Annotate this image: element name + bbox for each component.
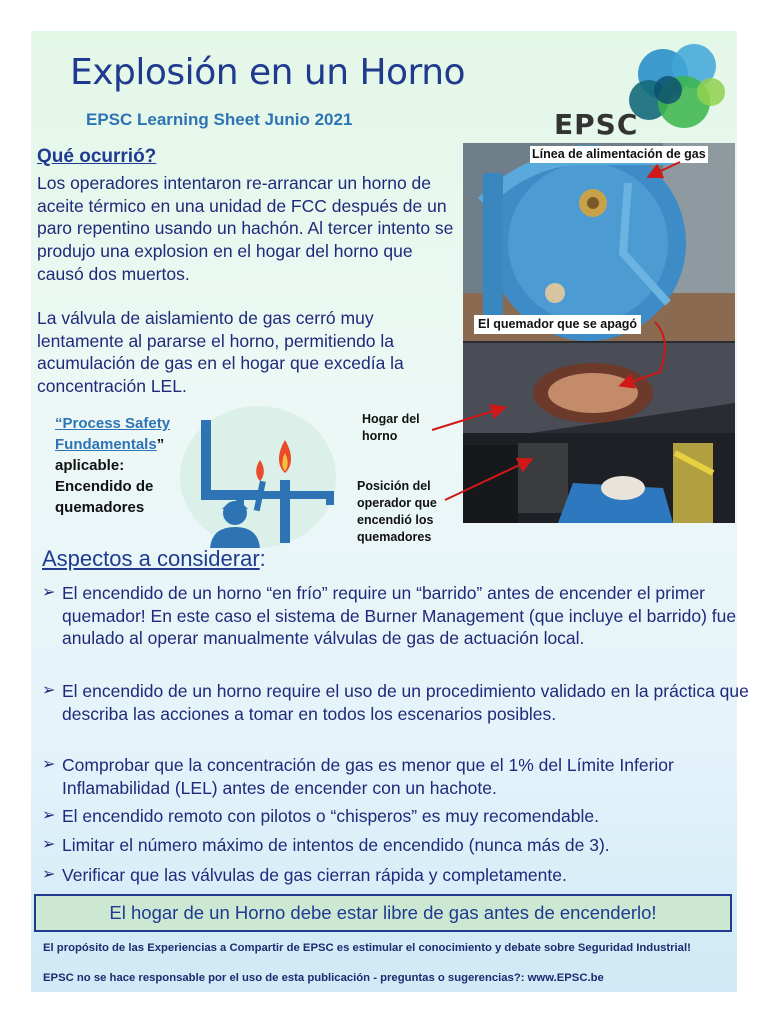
page-title: Explosión en un Horno bbox=[70, 52, 466, 93]
psf-note bbox=[55, 413, 195, 518]
logo-text: EPSC bbox=[554, 108, 639, 141]
caption-hogar: Hogar del horno bbox=[362, 412, 420, 443]
burner-lighting-icon bbox=[178, 405, 338, 548]
arrow-bullet-icon: ➢ bbox=[42, 584, 56, 601]
aspect-text: El encendido de un horno “en frío” require un “barrido” antes de encender el primer quemador! En este caso el sistema de Burner Management (que incluye el barrido) fue anulado al operar manualmente válvulas de gas de actuación local. bbox=[62, 583, 737, 648]
caption-gas-line: Línea de alimentación de gas bbox=[532, 147, 706, 161]
aspects-heading-colon: : bbox=[259, 546, 266, 571]
aspect-text: Limitar el número máximo de intentos de encendido (nunca más de 3). bbox=[62, 835, 610, 855]
what-heading: Qué ocurrió? bbox=[37, 146, 157, 167]
aspects-heading bbox=[42, 546, 266, 572]
what-paragraph-1: Los operadores intentaron re-arrancar un horno de aceite térmico en una unidad de FCC después de un paro repentino usando un hachón. Al tercer intento se produjo una explosion en el hogar del horno que causó dos muertos. bbox=[37, 173, 454, 284]
caption-burner: El quemador que se apagó bbox=[474, 315, 641, 334]
arrow-bullet-icon: ➢ bbox=[42, 682, 56, 699]
footer-disclaimer: EPSC no se hace responsable por el uso de esta publicación - preguntas o sugerencias?: www.EPSC.be bbox=[43, 972, 604, 984]
psf-link[interactable]: “Process Safety Fundamentals bbox=[55, 415, 171, 453]
aspect-item bbox=[42, 834, 752, 857]
footer-purpose: El propósito de las Experiencias a Compartir de EPSC es estimular el conocimiento y debate sobre Seguridad Industrial! bbox=[43, 942, 691, 954]
aspect-text: Comprobar que la concentración de gas es menor que el 1% del Límite Inferior Inflamabilidad (LEL) antes de encender con un hachote. bbox=[62, 755, 674, 798]
arrow-bullet-icon: ➢ bbox=[42, 866, 56, 883]
arrow-bullet-icon: ➢ bbox=[42, 807, 56, 824]
psf-text: aplicable: Encendido de quemadores bbox=[55, 457, 154, 516]
aspect-item bbox=[42, 680, 752, 725]
caption-operator-position: Posición del operador que encendió los quemadores bbox=[357, 479, 437, 544]
aspect-item bbox=[42, 805, 752, 828]
arrow-bullet-icon: ➢ bbox=[42, 836, 56, 853]
psf-quote-end: ” bbox=[156, 436, 165, 453]
arrow-bullet-icon: ➢ bbox=[42, 756, 56, 773]
aspect-text: El encendido remoto con pilotos o “chisperos” es muy recomendable. bbox=[62, 806, 599, 826]
what-paragraph-2: La válvula de aislamiento de gas cerró muy lentamente al pararse el horno, permitiendo la acumulación de gas en el hogar que excedía la concentración LEL. bbox=[37, 308, 404, 397]
aspect-item bbox=[42, 754, 752, 799]
aspect-item bbox=[42, 864, 752, 887]
aspect-item bbox=[42, 582, 752, 650]
subtitle: EPSC Learning Sheet Junio 2021 bbox=[86, 110, 353, 129]
aspects-heading-text: Aspectos a considerar bbox=[42, 546, 260, 571]
aspect-text: El encendido de un horno require el uso de un procedimiento validado en la práctica que describa las acciones a tomar en todos los escenarios posibles. bbox=[62, 681, 749, 724]
aspect-text: Verificar que las válvulas de gas cierran rápida y completamente. bbox=[62, 865, 567, 885]
key-message-banner: El hogar de un Horno debe estar libre de gas antes de encenderlo! bbox=[34, 894, 732, 932]
